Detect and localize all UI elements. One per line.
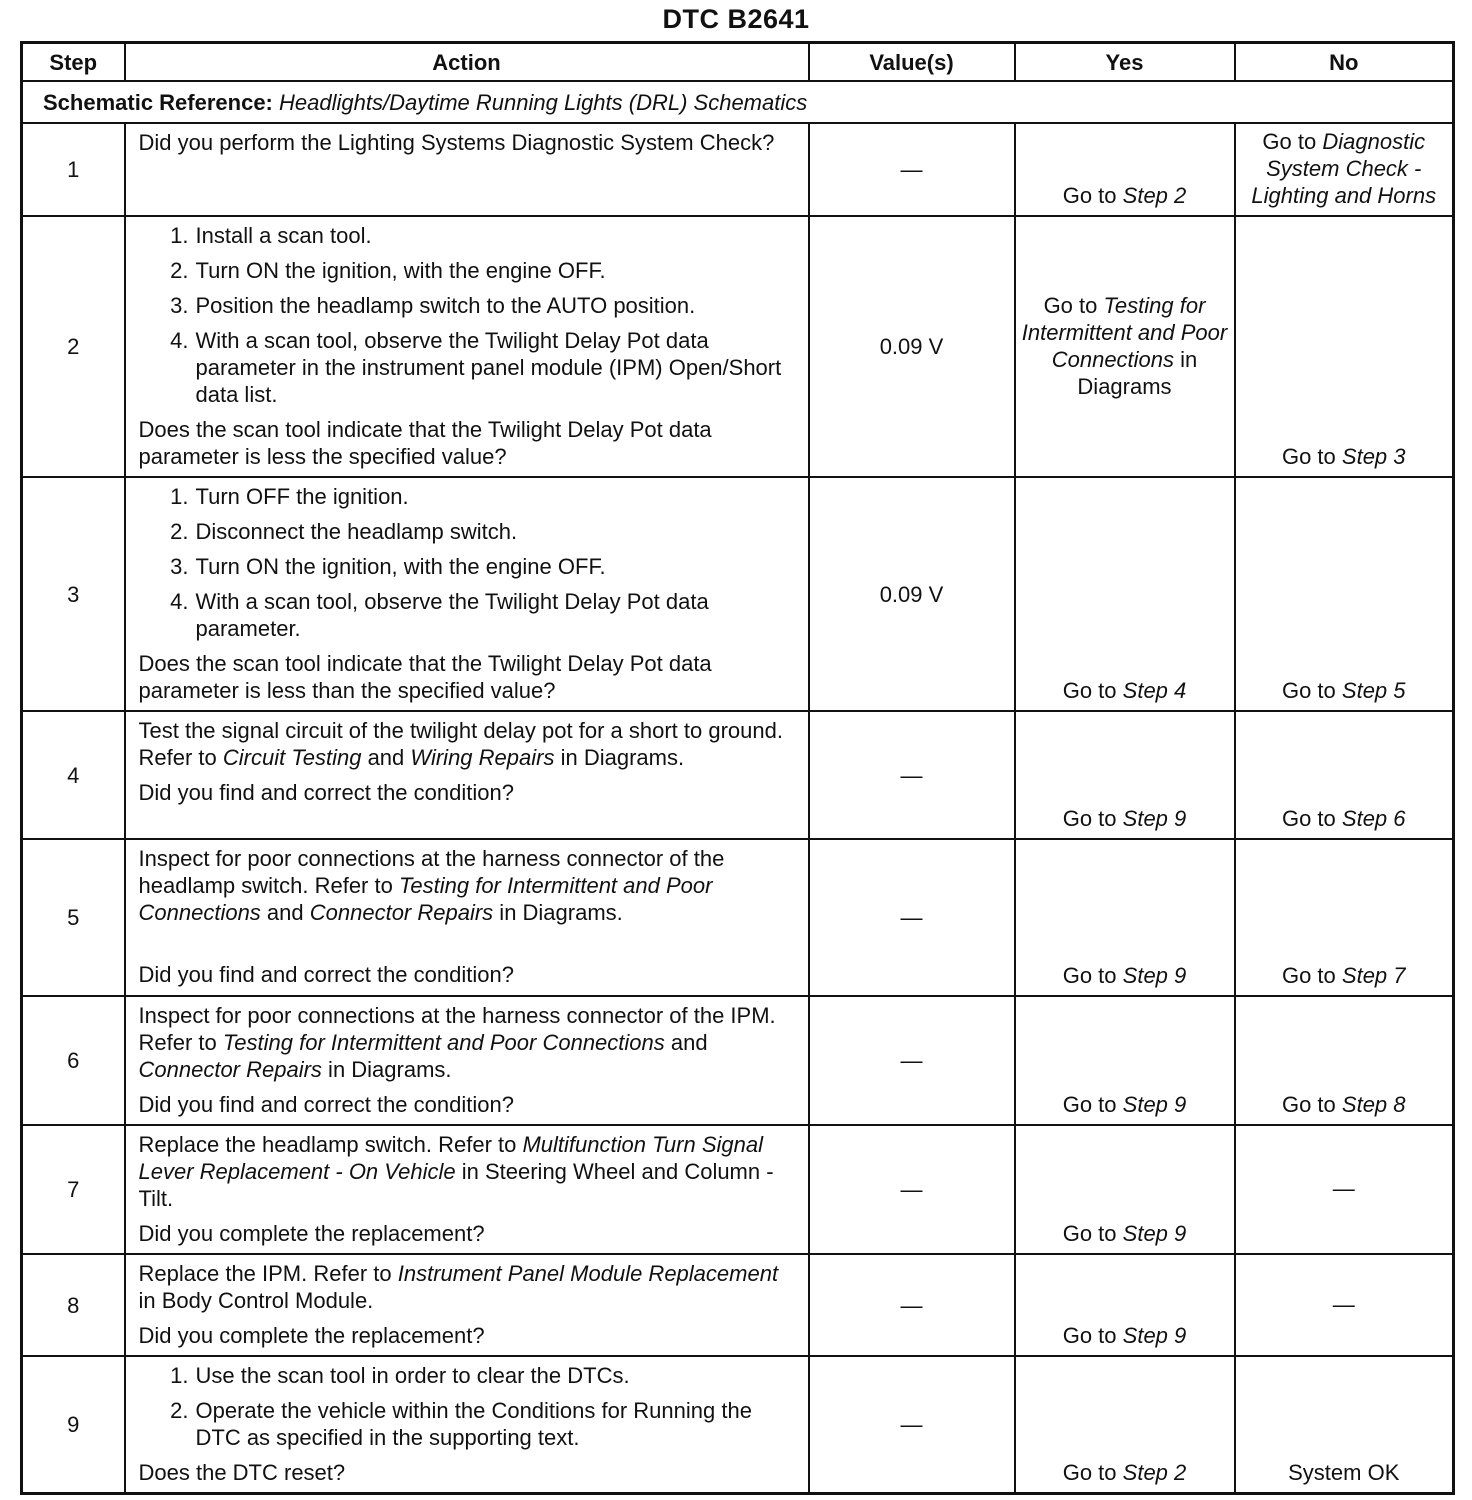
step-link: Step 9: [1122, 1221, 1187, 1246]
diagnostic-table: [20, 41, 1455, 1495]
no-cell: [1235, 216, 1454, 477]
header-row: [22, 43, 1454, 82]
goto-prefix: Go to: [1262, 129, 1317, 154]
goto-prefix: Go to: [1062, 1323, 1117, 1348]
goto-prefix: Go to: [1281, 444, 1336, 469]
step-link: Step 8: [1341, 1092, 1406, 1117]
header-action: Action: [125, 43, 809, 82]
action-text: Replace the IPM. Refer to Instrument Panel Module Replacement in Body Control Module.: [138, 1261, 779, 1313]
value-cell: —: [809, 996, 1015, 1125]
value-cell: —: [809, 839, 1015, 996]
action-question: Does the scan tool indicate that the Twilight Delay Pot data parameter is less than the specified value?: [138, 651, 712, 703]
action-cell: [125, 839, 809, 996]
action-cell: [125, 123, 809, 216]
action-cell: [125, 996, 809, 1125]
yes-cell: [1015, 1125, 1235, 1254]
yes-cell: [1015, 839, 1235, 996]
value-cell: —: [809, 711, 1015, 839]
goto-prefix: Go to: [1281, 806, 1336, 831]
header-no: No: [1235, 43, 1454, 82]
action-list: [139, 1362, 798, 1451]
list-item: 1. Turn OFF the ignition.: [170, 484, 409, 509]
list-item: 1. Install a scan tool.: [170, 223, 372, 248]
header-step: Step: [22, 43, 125, 82]
step-link: Step 3: [1341, 444, 1406, 469]
yes-cell: [1015, 123, 1235, 216]
action-text: Replace the headlamp switch. Refer to Multifunction Turn Signal Lever Replacement - On Vehicle in Steering Wheel and Column - Tilt.: [138, 1132, 774, 1211]
step-number: 9: [22, 1356, 125, 1494]
step-number: 6: [22, 996, 125, 1125]
step-number: 5: [22, 839, 125, 996]
action-question: Did you find and correct the condition?: [138, 1092, 514, 1117]
no-cell: System OK: [1235, 1356, 1454, 1494]
goto-prefix: Go to: [1062, 1092, 1117, 1117]
action-question: Did you perform the Lighting Systems Diagnostic System Check?: [138, 130, 775, 155]
action-text: Inspect for poor connections at the harness connector of the headlamp switch. Refer to Testing for Intermittent and Poor Connections and Connector Repairs in Diagrams.: [138, 846, 725, 925]
step-number: 4: [22, 711, 125, 839]
doc-suffix: in Diagrams: [1077, 346, 1198, 399]
goto-prefix: Go to: [1281, 678, 1336, 703]
step-number: 7: [22, 1125, 125, 1254]
table-row: [22, 123, 1454, 216]
action-list: [139, 483, 798, 642]
action-list: [139, 222, 798, 408]
header-values: Value(s): [809, 43, 1015, 82]
step-link: Step 4: [1122, 678, 1187, 703]
step-number: 3: [22, 477, 125, 711]
list-item: 2. Disconnect the headlamp switch.: [170, 519, 518, 544]
step-link: Step 9: [1122, 963, 1187, 988]
list-item: 3. Position the headlamp switch to the AUTO position.: [170, 293, 696, 318]
list-item: 3. Turn ON the ignition, with the engine OFF.: [170, 554, 606, 579]
action-cell: [125, 1254, 809, 1356]
step-link: Step 7: [1341, 963, 1406, 988]
step-number: 2: [22, 216, 125, 477]
step-link: Step 6: [1341, 806, 1406, 831]
list-item: 4. With a scan tool, observe the Twilight Delay Pot data parameter.: [170, 589, 709, 641]
step-number: 1: [22, 123, 125, 216]
list-item: 2. Turn ON the ignition, with the engine OFF.: [170, 258, 606, 283]
goto-prefix: Go to: [1062, 1460, 1117, 1485]
table-row: [22, 711, 1454, 839]
goto-prefix: Go to: [1062, 963, 1117, 988]
table-row: [22, 839, 1454, 996]
value-cell: —: [809, 1125, 1015, 1254]
no-cell: [1235, 839, 1454, 996]
table-row: [22, 996, 1454, 1125]
schematic-reference: [22, 81, 1454, 123]
no-cell: [1235, 711, 1454, 839]
yes-cell: [1015, 996, 1235, 1125]
table-row: [22, 1125, 1454, 1254]
goto-prefix: Go to: [1043, 292, 1098, 318]
goto-prefix: Go to: [1062, 678, 1117, 703]
yes-cell: [1015, 477, 1235, 711]
no-cell: —: [1235, 1125, 1454, 1254]
action-question: Did you find and correct the condition?: [138, 780, 514, 805]
goto-prefix: Go to: [1062, 1221, 1117, 1246]
goto-prefix: Go to: [1281, 963, 1336, 988]
yes-cell: [1015, 1356, 1235, 1494]
action-question: Did you find and correct the condition?: [138, 962, 514, 987]
value-cell: —: [809, 1254, 1015, 1356]
goto-prefix: Go to: [1062, 806, 1117, 831]
step-link: Step 9: [1122, 1092, 1187, 1117]
no-cell: —: [1235, 1254, 1454, 1356]
step-link: Step 9: [1122, 1323, 1187, 1348]
list-item: 1. Use the scan tool in order to clear the DTCs.: [170, 1363, 630, 1388]
action-cell: [125, 1125, 809, 1254]
action-text: Test the signal circuit of the twilight delay pot for a short to ground. Refer to Circuit Testing and Wiring Repairs in Diagrams.: [138, 718, 783, 770]
action-cell: [125, 1356, 809, 1494]
header-yes: Yes: [1015, 43, 1235, 82]
step-link: Step 2: [1122, 1460, 1187, 1485]
table-row: [22, 1254, 1454, 1356]
value-cell: 0.09 V: [809, 477, 1015, 711]
action-cell: [125, 216, 809, 477]
step-link: Step 2: [1122, 183, 1187, 208]
goto-prefix: Go to: [1062, 183, 1117, 208]
value-cell: —: [809, 123, 1015, 216]
action-question: Did you complete the replacement?: [138, 1323, 485, 1348]
schematic-label: Schematic Reference:: [43, 89, 273, 115]
list-item: 2. Operate the vehicle within the Conditions for Running the DTC as specified in the supporting text.: [170, 1398, 752, 1450]
no-cell: [1235, 123, 1454, 216]
action-question: Did you complete the replacement?: [138, 1221, 485, 1246]
no-cell: [1235, 477, 1454, 711]
page-title: DTC B2641: [662, 4, 810, 34]
step-link: Step 9: [1122, 806, 1187, 831]
action-cell: [125, 711, 809, 839]
yes-cell: [1015, 216, 1235, 477]
action-question: Does the scan tool indicate that the Twilight Delay Pot data parameter is less the specified value?: [138, 417, 712, 469]
value-cell: —: [809, 1356, 1015, 1494]
action-cell: [125, 477, 809, 711]
table-row: [22, 477, 1454, 711]
yes-cell: [1015, 711, 1235, 839]
table-row: [22, 1356, 1454, 1494]
table-row: [22, 216, 1454, 477]
yes-cell: [1015, 1254, 1235, 1356]
list-item: 4. With a scan tool, observe the Twilight Delay Pot data parameter in the instrument panel module (IPM) Open/Short data list.: [170, 328, 782, 407]
doc-link: Diagnostic System Check - Lighting and Horns: [1251, 129, 1437, 208]
no-cell: [1235, 996, 1454, 1125]
action-question: Does the DTC reset?: [138, 1460, 346, 1485]
action-text: Inspect for poor connections at the harness connector of the IPM. Refer to Testing for Intermittent and Poor Connections and Connector Repairs in Diagrams.: [138, 1003, 776, 1082]
schematic-link: Headlights/Daytime Running Lights (DRL) Schematics: [279, 89, 808, 115]
step-link: Step 5: [1341, 678, 1406, 703]
schematic-row: [22, 81, 1454, 123]
value-cell: 0.09 V: [809, 216, 1015, 477]
step-number: 8: [22, 1254, 125, 1356]
goto-prefix: Go to: [1281, 1092, 1336, 1117]
doc-link: Testing for Intermittent and Poor Connections: [1021, 292, 1228, 372]
